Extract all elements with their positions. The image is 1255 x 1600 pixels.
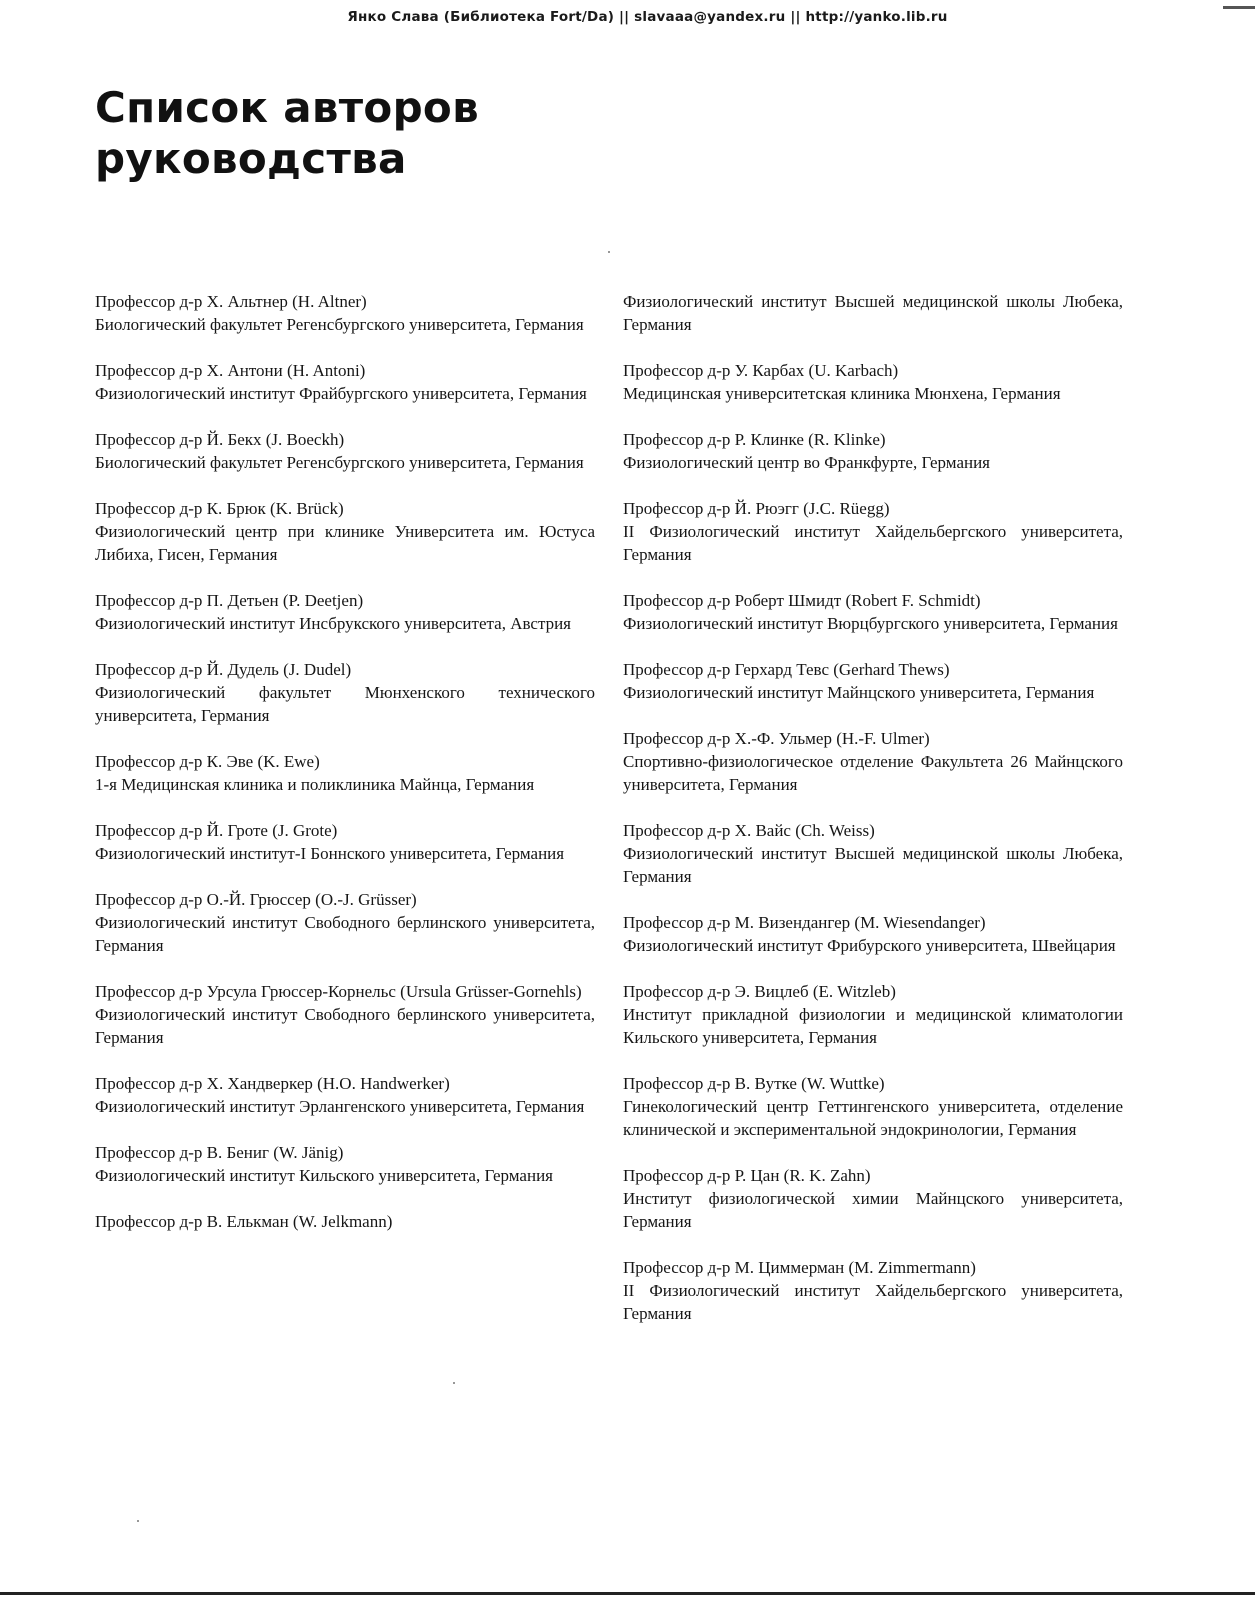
- authors-right-column: [623, 290, 1123, 1348]
- author-name: Профессор д-р П. Детьен (P. Deetjen): [95, 591, 364, 610]
- author-affiliation: Гинекологический центр Геттингенского университета, отделение клинической и экспериментальной эндокринологии, Германия: [623, 1097, 1123, 1139]
- author-name: Профессор д-р В. Вутке (W. Wuttke): [623, 1074, 885, 1093]
- author-affiliation: Физиологический институт Высшей медицинской школы Любека, Германия: [623, 844, 1123, 886]
- author-affiliation: Физиологический институт Свободного берлинского университета, Германия: [95, 913, 595, 955]
- author-entry: [623, 980, 1123, 1049]
- author-affiliation: II Физиологический институт Хайдельбергского университета, Германия: [623, 1281, 1123, 1323]
- author-affiliation: Физиологический институт-I Боннского университета, Германия: [95, 844, 565, 863]
- author-entry: [623, 819, 1123, 888]
- author-affiliation: Физиологический центр при клинике Университета им. Юстуса Либиха, Гисен, Германия: [95, 522, 595, 564]
- author-name: Профессор д-р Роберт Шмидт (Robert F. Schmidt): [623, 591, 981, 610]
- author-affiliation: Институт физиологической химии Майнцского университета, Германия: [623, 1189, 1123, 1231]
- bottom-scan-edge: [0, 1592, 1255, 1595]
- title-line-1: Список авторов: [95, 83, 479, 132]
- author-entry: [623, 428, 1123, 474]
- author-entry: [95, 1210, 595, 1233]
- author-name: Профессор д-р В. Бениг (W. Jänig): [95, 1143, 344, 1162]
- title-line-2: руководства: [95, 134, 407, 183]
- author-affiliation: Физиологический институт Эрлангенского университета, Германия: [95, 1097, 585, 1116]
- scan-speck: [453, 1382, 455, 1384]
- author-affiliation: Физиологический институт Кильского университета, Германия: [95, 1166, 553, 1185]
- author-affiliation: Институт прикладной физиологии и медицинской климатологии Кильского университета, Германия: [623, 1005, 1123, 1047]
- author-entry: [623, 911, 1123, 957]
- author-entry: [623, 589, 1123, 635]
- author-affiliation: Биологический факультет Регенсбургского университета, Германия: [95, 315, 584, 334]
- author-entry: [623, 1072, 1123, 1141]
- author-entry: [95, 658, 595, 727]
- author-entry: [95, 1141, 595, 1187]
- author-name: Профессор д-р Х.-Ф. Ульмер (H.-F. Ulmer): [623, 729, 930, 748]
- author-affiliation: Физиологический институт Высшей медицинской школы Любека, Германия: [623, 292, 1123, 334]
- author-name: Профессор д-р Э. Вицлеб (E. Witzleb): [623, 982, 896, 1001]
- author-affiliation: Физиологический институт Фрайбургского университета, Германия: [95, 384, 587, 403]
- author-name: Профессор д-р Урсула Грюссер-Корнельс (Ursula Grüsser-Gornehls): [95, 982, 582, 1001]
- author-entry: [623, 1164, 1123, 1233]
- author-entry: [95, 819, 595, 865]
- author-affiliation: Физиологический институт Свободного берлинского университета, Германия: [95, 1005, 595, 1047]
- author-affiliation: Физиологический институт Фрибурского университета, Швейцария: [623, 936, 1116, 955]
- author-name: Профессор д-р М. Циммерман (M. Zimmermann): [623, 1258, 976, 1277]
- author-entry: [95, 1072, 595, 1118]
- author-name: Профессор д-р Р. Цан (R. K. Zahn): [623, 1166, 871, 1185]
- author-affiliation: Спортивно-физиологическое отделение Факультета 26 Майнцского университета, Германия: [623, 752, 1123, 794]
- author-entry: [95, 980, 595, 1049]
- author-affiliation: Физиологический факультет Мюнхенского технического университета, Германия: [95, 683, 595, 725]
- author-name: Профессор д-р Р. Клинке (R. Klinke): [623, 430, 886, 449]
- author-entry: [95, 428, 595, 474]
- author-entry: [623, 497, 1123, 566]
- author-name: Профессор д-р Й. Дудель (J. Dudel): [95, 660, 352, 679]
- scan-speck: [137, 1520, 139, 1522]
- author-name: Профессор д-р Х. Альтнер (H. Altner): [95, 292, 367, 311]
- authors-left-column: [95, 290, 595, 1256]
- scan-speck: [608, 251, 610, 253]
- author-entry: [623, 658, 1123, 704]
- author-name: Профессор д-р Х. Хандверкер (H.O. Handwerker): [95, 1074, 450, 1093]
- author-entry: [623, 359, 1123, 405]
- author-affiliation: 1-я Медицинская клиника и поликлиника Майнца, Германия: [95, 775, 535, 794]
- author-name: Профессор д-р Й. Рюэгг (J.C. Rüegg): [623, 499, 890, 518]
- author-entry-continued: [623, 290, 1123, 336]
- author-name: Профессор д-р О.-Й. Грюссер (O.-J. Grüsser): [95, 890, 417, 909]
- author-name: Профессор д-р Й. Гроте (J. Grote): [95, 821, 338, 840]
- author-entry: [95, 589, 595, 635]
- author-name: Профессор д-р Й. Бекх (J. Boeckh): [95, 430, 345, 449]
- page-header: Янко Слава (Библиотека Fort/Da) || slavaaa@yandex.ru || http://yanko.lib.ru: [347, 9, 948, 25]
- author-name: Профессор д-р Герхард Тевс (Gerhard Thews): [623, 660, 950, 679]
- author-name: Профессор д-р Х. Вайс (Ch. Weiss): [623, 821, 875, 840]
- author-affiliation: Медицинская университетская клиника Мюнхена, Германия: [623, 384, 1061, 403]
- author-name: Профессор д-р К. Брюк (K. Brück): [95, 499, 344, 518]
- author-entry: [95, 750, 595, 796]
- author-entry: [95, 888, 595, 957]
- author-entry: [95, 497, 595, 566]
- page-title: [95, 82, 479, 184]
- corner-scan-mark: [1223, 6, 1255, 9]
- author-entry: [95, 290, 595, 336]
- author-name: Профессор д-р К. Эве (K. Ewe): [95, 752, 320, 771]
- author-name: Профессор д-р У. Карбах (U. Karbach): [623, 361, 899, 380]
- author-name: Профессор д-р Х. Антони (H. Antoni): [95, 361, 366, 380]
- author-affiliation: Биологический факультет Регенсбургского университета, Германия: [95, 453, 584, 472]
- author-affiliation: II Физиологический институт Хайдельбергского университета, Германия: [623, 522, 1123, 564]
- author-affiliation: Физиологический институт Вюрцбургского университета, Германия: [623, 614, 1118, 633]
- author-entry: [95, 359, 595, 405]
- author-affiliation: Физиологический институт Майнцского университета, Германия: [623, 683, 1095, 702]
- author-name: Профессор д-р М. Визендангер (M. Wiesendanger): [623, 913, 986, 932]
- author-name: Профессор д-р В. Елькман (W. Jelkmann): [95, 1212, 393, 1231]
- author-entry: [623, 1256, 1123, 1325]
- author-entry: [623, 727, 1123, 796]
- author-affiliation: Физиологический центр во Франкфурте, Германия: [623, 453, 991, 472]
- author-affiliation: Физиологический институт Инсбрукского университета, Австрия: [95, 614, 571, 633]
